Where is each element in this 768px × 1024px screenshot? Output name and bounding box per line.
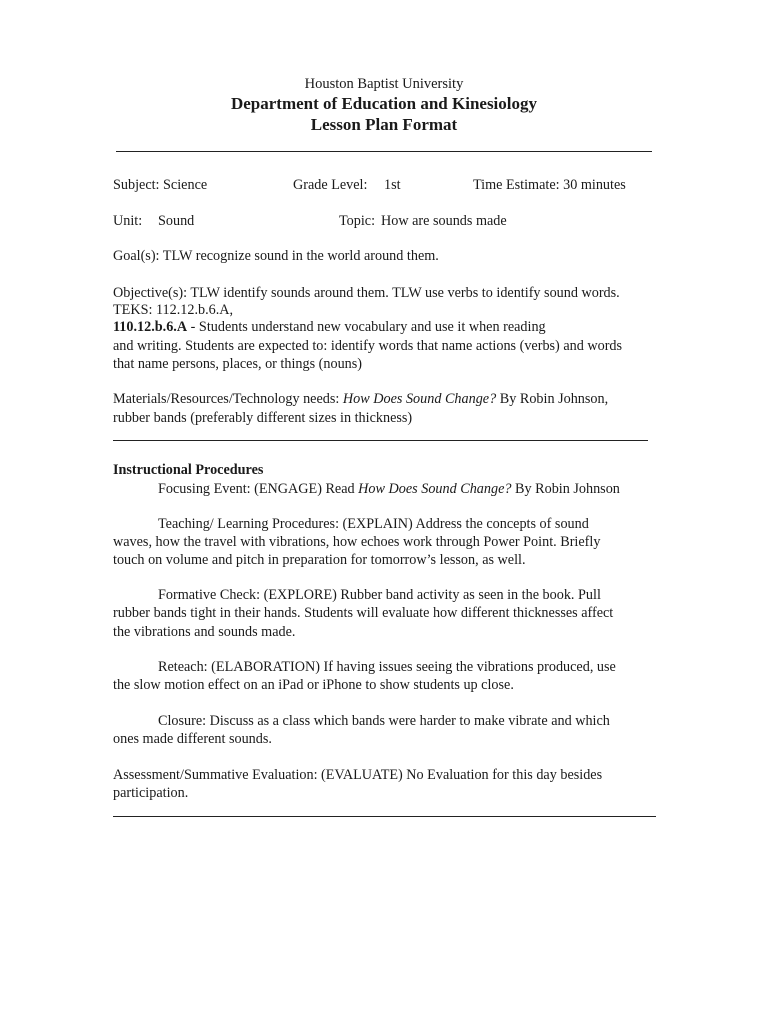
reteach-line: the slow motion effect on an iPad or iPhone to show students up close. xyxy=(113,677,514,693)
assessment-line: Assessment/Summative Evaluation: (EVALUATE) No Evaluation for this day besides xyxy=(113,767,603,783)
focusing-event xyxy=(158,480,620,498)
closure-line: ones made different sounds. xyxy=(113,731,272,747)
formative-line: the vibrations and sounds made. xyxy=(113,624,296,640)
materials-suffix: By Robin Johnson, xyxy=(496,391,609,407)
teaching-line: waves, how the travel with vibrations, how echoes work through Power Point. Briefly xyxy=(113,534,601,550)
teks-line: TEKS: 112.12.b.6.A, xyxy=(113,302,234,318)
formative-line: rubber bands tight in their hands. Students will evaluate how different thicknesses affect xyxy=(113,605,614,621)
materials-prefix: Materials/Resources/Technology needs: xyxy=(113,391,343,407)
formative-line: Formative Check: (EXPLORE) Rubber band activity as seen in the book. Pull xyxy=(158,587,601,603)
topic-label: Topic: xyxy=(339,213,376,229)
unit-value: Sound xyxy=(158,213,195,229)
objective-line: Objective(s): TLW identify sounds around them. TLW use verbs to identify sound words. xyxy=(113,285,620,301)
time-estimate-field: Time Estimate: 30 minutes xyxy=(473,177,626,193)
footer-divider xyxy=(113,816,656,817)
procedures-heading xyxy=(113,461,263,479)
materials-divider xyxy=(113,440,648,441)
teks-standard-line xyxy=(113,318,546,336)
department-title: Department of Education and Kinesiology xyxy=(230,94,538,113)
objective-line: and writing. Students are expected to: identify words that name actions (verbs) and words xyxy=(113,338,623,354)
teks-code: 110.12.b.6.A xyxy=(113,319,188,335)
format-title: Lesson Plan Format xyxy=(310,115,458,134)
focusing-suffix: By Robin Johnson xyxy=(511,481,620,497)
topic-value: How are sounds made xyxy=(381,213,507,229)
subject-field: Subject: Science xyxy=(113,177,208,193)
grade-level-label: Grade Level: xyxy=(293,177,368,193)
focusing-prefix: Focusing Event: (ENGAGE) Read xyxy=(158,481,359,497)
unit-label: Unit: xyxy=(113,213,143,229)
objective-line: that name persons, places, or things (nouns) xyxy=(113,356,363,372)
header-divider xyxy=(116,151,652,152)
grade-level-value: 1st xyxy=(384,177,401,193)
focusing-book-title: How Does Sound Change? xyxy=(358,481,512,497)
book-title: How Does Sound Change? xyxy=(342,391,497,407)
teaching-line: Teaching/ Learning Procedures: (EXPLAIN) Address the concepts of sound xyxy=(158,516,589,532)
procedures-heading-text: Instructional Procedures xyxy=(113,462,264,478)
materials-line xyxy=(113,390,608,408)
materials-line-2: rubber bands (preferably different sizes in thickness) xyxy=(113,410,413,426)
teaching-line: touch on volume and pitch in preparation for tomorrow’s lesson, as well. xyxy=(113,552,526,568)
closure-line: Closure: Discuss as a class which bands were harder to make vibrate and which xyxy=(158,713,610,729)
university-name: Houston Baptist University xyxy=(304,76,464,92)
teks-description: - Students understand new vocabulary and use it when reading xyxy=(187,319,546,335)
assessment-line: participation. xyxy=(113,785,189,801)
goal-text: Goal(s): TLW recognize sound in the world around them. xyxy=(113,248,439,264)
reteach-line: Reteach: (ELABORATION) If having issues seeing the vibrations produced, use xyxy=(158,659,616,675)
